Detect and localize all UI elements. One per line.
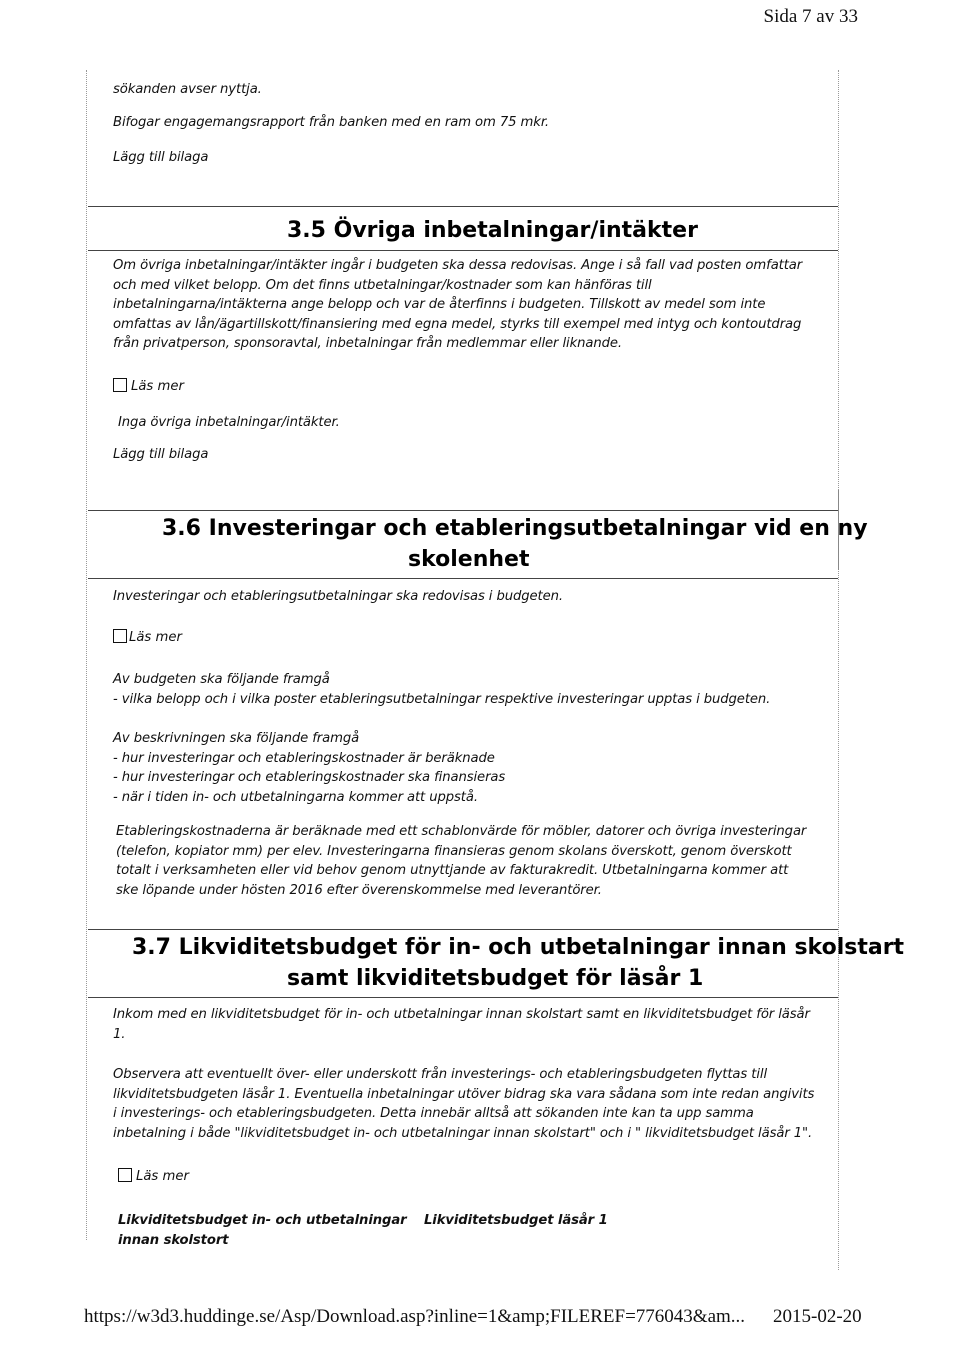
liquidity-budget-year1-column: Likviditetsbudget läsår 1 (424, 1213, 608, 1228)
section-divider-bottom (88, 578, 838, 579)
section-3-6-title-line2: skolenhet (408, 547, 530, 572)
list-item: - när i tiden in- och utbetalningarna kommer att uppstå. (113, 789, 478, 805)
budget-requirements-heading: Av budgeten ska följande framgå (113, 672, 330, 687)
list-item: - vilka belopp och i vilka poster etableringsutbetalningar respektive investeringar upptas i budgeten. (113, 691, 771, 707)
read-more-3-6[interactable] (113, 629, 182, 645)
form-border-right (838, 70, 839, 1270)
read-more-label: Läs mer (131, 379, 184, 394)
section-3-7-description: Inkom med en likviditetsbudget för in- och utbetalningar innan skolstart samt en likviditetsbudget för läsår 1. (113, 1007, 810, 1042)
form-border-left (86, 70, 87, 1240)
intro-text: sökanden avser nyttja. (113, 82, 262, 97)
intro-attachment-note: Bifogar engagemangsrapport från banken med en ram om 75 mkr. (113, 115, 550, 130)
page-number: Sida 7 av 33 (763, 6, 858, 27)
read-more-label: Läs mer (136, 1169, 189, 1184)
description-requirements (113, 729, 505, 807)
section-divider-top (88, 510, 838, 511)
section-3-5-title: 3.5 Övriga inbetalningar/intäkter (287, 218, 698, 243)
read-more-3-7[interactable] (118, 1168, 189, 1184)
section-divider-bottom (88, 997, 838, 998)
budget-requirements (113, 670, 770, 709)
liquidity-budget-startup-column: Likviditetsbudget in- och utbetalningar innan skolstort (118, 1213, 407, 1248)
section-divider-top (88, 929, 838, 930)
add-attachment-link-intro[interactable]: Lägg till bilaga (113, 150, 209, 165)
section-3-7-title-line1: 3.7 Likviditetsbudget för in- och utbetalningar innan skolstart (132, 935, 905, 960)
section-divider-bottom (88, 250, 838, 251)
read-more-label: Läs mer (129, 630, 182, 645)
read-more-checkbox[interactable] (113, 378, 127, 392)
list-item: - hur investeringar och etableringskostnader är beräknade (113, 750, 495, 766)
section-3-6-title-line1: 3.6 Investeringar och etableringsutbetalningar vid en ny (162, 516, 868, 541)
description-requirements-heading: Av beskrivningen ska följande framgå (113, 731, 360, 746)
section-3-5-answer: Inga övriga inbetalningar/intäkter. (118, 415, 340, 430)
footer-date: 2015-02-20 (773, 1306, 862, 1327)
read-more-3-5[interactable] (113, 378, 184, 394)
add-attachment-link-3-5[interactable]: Lägg till bilaga (113, 447, 209, 462)
section-divider-top (88, 206, 838, 207)
list-item: - hur investeringar och etableringskostnader ska finansieras (113, 770, 506, 786)
section-3-7-title-line2: samt likviditetsbudget för läsår 1 (287, 966, 704, 991)
section-3-6-answer: Etableringskostnaderna är beräknade med ett schablonvärde för möbler, datorer och övriga investeringar (telefon, kopiator mm) per elev. Investeringarna finansieras genom skolans överskott, genom överskott totalt i verksamheten eller vid behov genom utnyttjande av fakturakredit. Utbetalningarna kommer att ske löpande under hösten 2016 efter överenskommelse med leverantörer. (116, 824, 807, 898)
read-more-checkbox[interactable] (118, 1168, 132, 1182)
section-3-7-note: Observera att eventuellt över- eller underskott från investerings- och etableringsbudgeten flyttas till likviditetsbudgeten läsår 1. Eventuella inbetalningar utöver bidrag ska vara sådana som inte redan angivits i investerings- och etableringsbudgeten. Detta innebär alltså att sökanden inte kan ta upp samma inbetalning i både "likviditetsbudget in- och utbetalningar innan skolstart" och i " likviditetsbudget läsår 1". (113, 1067, 815, 1141)
read-more-checkbox[interactable] (113, 629, 127, 643)
section-3-6-description: Investeringar och etableringsutbetalningar ska redovisas i budgeten. (113, 589, 563, 604)
section-3-5-description: Om övriga inbetalningar/intäkter ingår i budgeten ska dessa redovisas. Ange i så fall vad posten omfattar och med vilket belopp. Om det finns utbetalningar/kostnader som kan hänföras till inbetalningarna/intäkterna ange belopp och var de återfinns i budgeten. Tillskott av medel som inte omfattas av lån/ägartillskott/finansiering med egna medel, styrks till exempel med intyg och kontoutdrag från privatperson, sponsoravtal, inbetalningar från medlemmar eller liknande. (113, 258, 803, 352)
footer-url: https://w3d3.huddinge.se/Asp/Download.asp?inline=1&amp;FILEREF=776043&am... (84, 1306, 746, 1327)
